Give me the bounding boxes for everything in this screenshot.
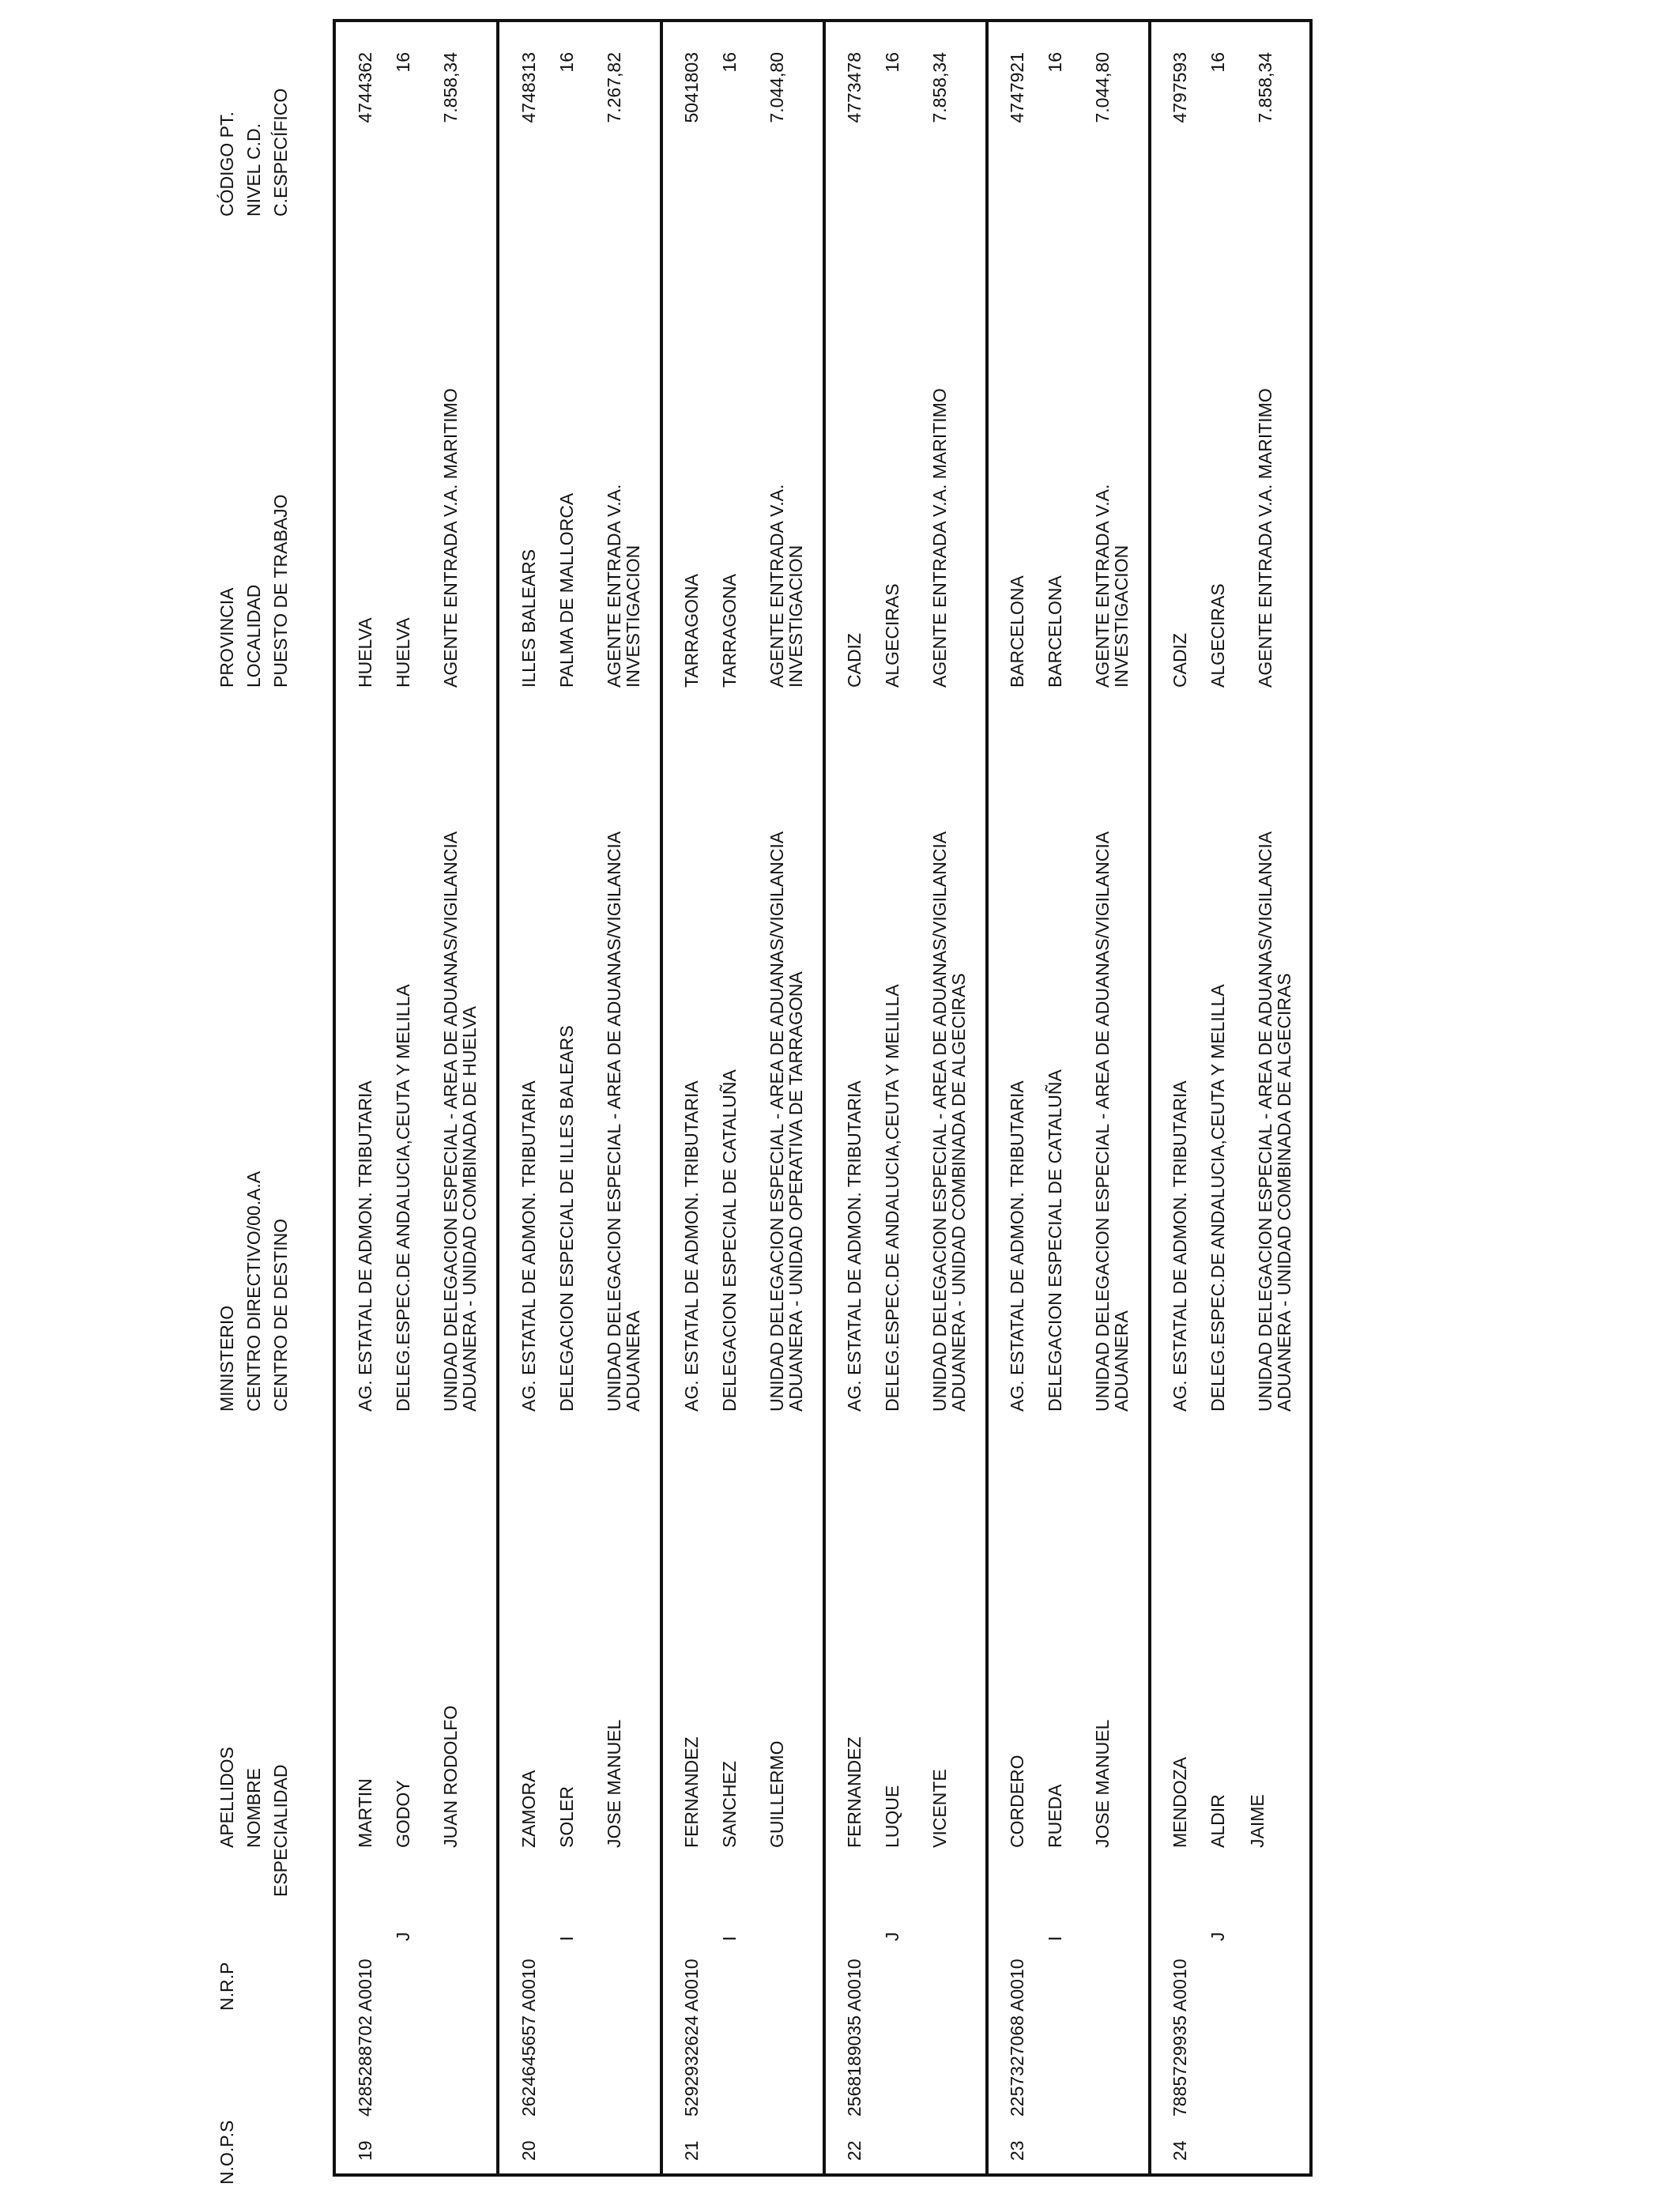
cell-codigo: 4744362: [355, 52, 375, 123]
row-separator: [1148, 19, 1151, 2177]
cell-nivel: 16: [393, 52, 413, 73]
row-separator: [823, 19, 826, 2177]
header-nops: N.O.P.S: [217, 2120, 237, 2185]
header-especialidad: ESPECIALIDAD: [270, 1764, 291, 1897]
cell-nombre: GUILLERMO: [767, 1740, 787, 1848]
cell-destino-line2: ADUANERA - UNIDAD COMBINADA DE HUELVA: [459, 1006, 480, 1412]
cell-especialidad: I: [719, 1936, 740, 1941]
cell-nops: 20: [518, 2140, 539, 2161]
cell-nops: 21: [681, 2140, 702, 2161]
cell-nrp: 4285288702 A0010: [355, 1958, 375, 2117]
cell-ministerio: AG. ESTATAL DE ADMON. TRIBUTARIA: [681, 1080, 702, 1412]
row-separator: [985, 19, 989, 2177]
cell-destino-line2: ADUANERA: [623, 1310, 643, 1412]
cell-centro-directivo: DELEG.ESPEC.DE ANDALUCIA,CEUTA Y MELILLA: [882, 984, 902, 1412]
cell-apellido1: MENDOZA: [1170, 1757, 1190, 1848]
cell-apellido2: LUQUE: [882, 1785, 902, 1848]
cell-nrp: 5292932624 A0010: [681, 1958, 702, 2117]
header-centro-destino: CENTRO DE DESTINO: [270, 1218, 291, 1412]
cell-puesto-line1: AGENTE ENTRADA V.A.: [767, 484, 787, 688]
cell-destino-line2: ADUANERA - UNIDAD OPERATIVA DE TARRAGONA: [785, 971, 806, 1412]
row-separator: [496, 19, 499, 2177]
cell-especialidad: I: [1045, 1936, 1065, 1941]
header-localidad: LOCALIDAD: [243, 584, 264, 688]
cell-nombre: JAIME: [1247, 1794, 1268, 1848]
header-nivel: NIVEL C.D.: [243, 123, 264, 217]
cell-nops: 24: [1170, 2140, 1190, 2161]
cell-centro-directivo: DELEGACION ESPECIAL DE CATALUÑA: [1045, 1069, 1065, 1412]
cell-puesto-line2: INVESTIGACION: [785, 545, 806, 688]
cell-codigo: 4773478: [844, 52, 864, 123]
cell-nivel: 16: [1045, 52, 1065, 73]
cell-localidad: BARCELONA: [1045, 575, 1065, 688]
cell-nivel: 16: [719, 52, 740, 73]
cell-destino-line2: ADUANERA: [1111, 1310, 1132, 1412]
cell-destino-line1: UNIDAD DELEGACION ESPECIAL - AREA DE ADUANAS/VIGILANCIA: [604, 831, 624, 1412]
cell-destino-line2: ADUANERA - UNIDAD COMBINADA DE ALGECIRAS: [1274, 973, 1294, 1412]
row-separator: [660, 19, 663, 2177]
cell-provincia: HUELVA: [355, 617, 375, 688]
cell-ministerio: AG. ESTATAL DE ADMON. TRIBUTARIA: [1007, 1080, 1027, 1412]
cell-localidad: PALMA DE MALLORCA: [556, 492, 577, 688]
cell-provincia: BARCELONA: [1007, 575, 1027, 688]
cell-localidad: TARRAGONA: [719, 574, 740, 688]
cell-destino-line1: UNIDAD DELEGACION ESPECIAL - AREA DE ADUANAS/VIGILANCIA: [767, 831, 787, 1412]
cell-especialidad: J: [882, 1932, 902, 1941]
cell-especifico: 7.267,82: [604, 52, 624, 123]
cell-provincia: CADIZ: [1170, 633, 1190, 688]
cell-nivel: 16: [556, 52, 577, 73]
cell-nops: 19: [355, 2140, 375, 2161]
header-puesto: PUESTO DE TRABAJO: [270, 494, 291, 688]
cell-destino-line1: UNIDAD DELEGACION ESPECIAL - AREA DE ADUANAS/VIGILANCIA: [1092, 831, 1113, 1412]
cell-codigo: 5041803: [681, 52, 702, 123]
cell-apellido1: CORDERO: [1007, 1755, 1027, 1848]
cell-apellido1: ZAMORA: [518, 1770, 539, 1848]
cell-especifico: 7.044,80: [1092, 52, 1113, 123]
cell-codigo: 4797593: [1170, 52, 1190, 123]
cell-puesto-line1: AGENTE ENTRADA V.A. MARITIMO: [440, 388, 461, 688]
cell-apellido1: FERNANDEZ: [681, 1736, 702, 1848]
cell-especialidad: J: [1207, 1932, 1228, 1941]
cell-puesto-line1: AGENTE ENTRADA V.A.: [1092, 484, 1113, 688]
cell-nombre: JOSE MANUEL: [1092, 1719, 1113, 1848]
cell-nrp: 7885729935 A0010: [1170, 1958, 1190, 2117]
cell-puesto-line2: INVESTIGACION: [623, 545, 643, 688]
cell-nombre: JUAN RODOLFO: [440, 1705, 461, 1848]
cell-nivel: 16: [882, 52, 902, 73]
cell-nops: 22: [844, 2140, 864, 2161]
header-codigo: CÓDIGO PT.: [217, 111, 237, 217]
header-ministerio: MINISTERIO: [217, 1305, 237, 1412]
cell-nrp: 2257327068 A0010: [1007, 1958, 1027, 2117]
cell-ministerio: AG. ESTATAL DE ADMON. TRIBUTARIA: [355, 1080, 375, 1412]
cell-apellido1: FERNANDEZ: [844, 1736, 864, 1848]
cell-nrp: 2624645657 A0010: [518, 1958, 539, 2117]
cell-apellido2: GODOY: [393, 1780, 413, 1848]
cell-apellido2: SANCHEZ: [719, 1761, 740, 1848]
cell-provincia: CADIZ: [844, 633, 864, 688]
cell-localidad: ALGECIRAS: [882, 583, 902, 688]
cell-especialidad: J: [393, 1932, 413, 1941]
cell-ministerio: AG. ESTATAL DE ADMON. TRIBUTARIA: [1170, 1080, 1190, 1412]
cell-puesto-line1: AGENTE ENTRADA V.A. MARITIMO: [1255, 388, 1275, 688]
cell-localidad: HUELVA: [393, 617, 413, 688]
cell-apellido2: SOLER: [556, 1786, 577, 1848]
header-centro-directivo: CENTRO DIRECTIVO/00.A.A: [243, 1171, 264, 1412]
cell-puesto-line2: INVESTIGACION: [1111, 545, 1132, 688]
cell-codigo: 4748313: [518, 52, 539, 123]
cell-centro-directivo: DELEGACION ESPECIAL DE CATALUÑA: [719, 1069, 740, 1412]
cell-provincia: ILLES BALEARS: [518, 548, 539, 688]
cell-nrp: 2568189035 A0010: [844, 1958, 864, 2117]
cell-centro-directivo: DELEGACION ESPECIAL DE ILLES BALEARS: [556, 1025, 577, 1412]
cell-nivel: 16: [1207, 52, 1228, 73]
cell-centro-directivo: DELEG.ESPEC.DE ANDALUCIA,CEUTA Y MELILLA: [1207, 984, 1228, 1412]
cell-apellido1: MARTIN: [355, 1778, 375, 1848]
cell-destino-line1: UNIDAD DELEGACION ESPECIAL - AREA DE ADUANAS/VIGILANCIA: [440, 831, 461, 1412]
cell-ministerio: AG. ESTATAL DE ADMON. TRIBUTARIA: [844, 1080, 864, 1412]
cell-nombre: VICENTE: [929, 1769, 950, 1848]
header-apellidos: APELLIDOS: [217, 1747, 237, 1848]
cell-ministerio: AG. ESTATAL DE ADMON. TRIBUTARIA: [518, 1080, 539, 1412]
cell-centro-directivo: DELEG.ESPEC.DE ANDALUCIA,CEUTA Y MELILLA: [393, 984, 413, 1412]
cell-codigo: 4747921: [1007, 52, 1027, 123]
cell-especialidad: I: [556, 1936, 577, 1941]
cell-destino-line1: UNIDAD DELEGACION ESPECIAL - AREA DE ADUANAS/VIGILANCIA: [929, 831, 950, 1412]
cell-especifico: 7.858,34: [1255, 52, 1275, 123]
cell-destino-line1: UNIDAD DELEGACION ESPECIAL - AREA DE ADUANAS/VIGILANCIA: [1255, 831, 1275, 1412]
cell-especifico: 7.858,34: [440, 52, 461, 123]
cell-apellido2: ALDIR: [1207, 1794, 1228, 1848]
header-nrp: N.R.P: [217, 1962, 237, 2011]
header-especifico: C.ESPECÍFICO: [270, 88, 291, 217]
cell-apellido2: RUEDA: [1045, 1784, 1065, 1848]
cell-puesto-line1: AGENTE ENTRADA V.A.: [604, 484, 624, 688]
cell-provincia: TARRAGONA: [681, 574, 702, 688]
cell-destino-line2: ADUANERA - UNIDAD COMBINADA DE ALGECIRAS: [948, 973, 969, 1412]
cell-nops: 23: [1007, 2140, 1027, 2161]
cell-especifico: 7.858,34: [929, 52, 950, 123]
header-provincia: PROVINCIA: [217, 587, 237, 688]
cell-especifico: 7.044,80: [767, 52, 787, 123]
cell-puesto-line1: AGENTE ENTRADA V.A. MARITIMO: [929, 388, 950, 688]
cell-localidad: ALGECIRAS: [1207, 583, 1228, 688]
cell-nombre: JOSE MANUEL: [604, 1719, 624, 1848]
header-nombre: NOMBRE: [243, 1768, 264, 1848]
